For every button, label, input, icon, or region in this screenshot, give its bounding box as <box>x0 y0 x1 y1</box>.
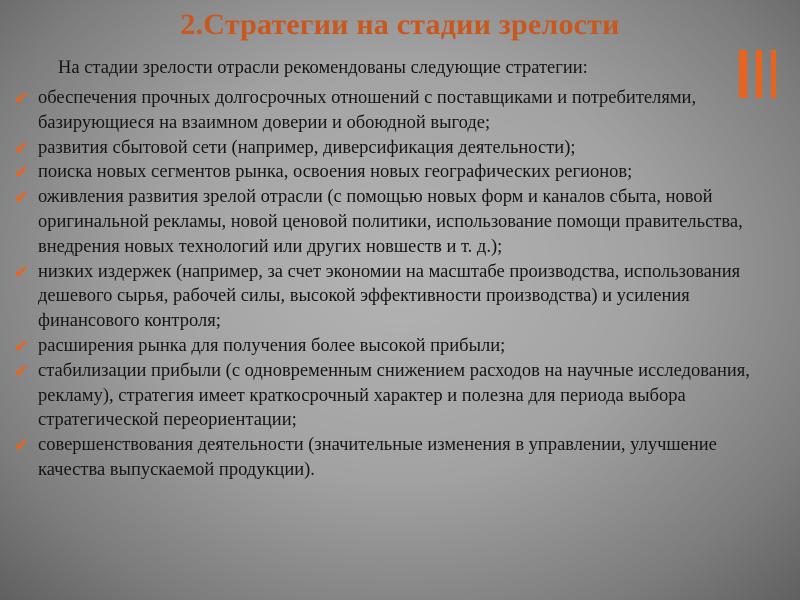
list-item <box>14 359 764 433</box>
slide-title: 2.Стратегии на стадии зрелости <box>180 8 620 41</box>
check-mark-icon: ✔ <box>14 335 30 357</box>
check-mark-icon: ✔ <box>14 360 30 382</box>
list-item-text: стабилизации прибыли (с одновременным снижением расходов на научные исследования, рекламу), стратегия имеет краткосрочный характер и полезна для периода выбора стратегической переориентации; <box>38 360 750 431</box>
list-item-text: поиска новых сегментов рынка, освоения новых географических регионов; <box>38 162 633 183</box>
list-item-text: оживления развития зрелой отрасли (с помощью новых форм и каналов сбыта, новой оригинальной рекламы, новой ценовой политики, использование помощи правительства, внедрения новых технологий или других новшеств и т. д.); <box>38 187 743 257</box>
check-mark-icon: ✔ <box>14 187 30 209</box>
list-item <box>14 86 764 136</box>
list-item-text: расширения рынка для получения более высокой прибыли; <box>38 335 506 356</box>
check-mark-icon: ✔ <box>14 261 30 283</box>
list-item <box>14 260 764 334</box>
list-item <box>14 185 764 259</box>
check-mark-icon: ✔ <box>14 88 30 109</box>
list-item-text: обеспечения прочных долгосрочных отношений с поставщиками и потребителями, базирующиеся на взаимном доверии и обоюдной выгоде; <box>38 88 697 133</box>
check-mark-icon: ✔ <box>14 162 30 184</box>
list-item <box>14 160 764 185</box>
list-item <box>14 433 764 483</box>
strategy-list <box>14 86 764 483</box>
intro-text: На стадии зрелости отрасли рекомендованы следующие стратегии: <box>58 58 588 78</box>
list-item <box>14 136 764 161</box>
list-item-text: развития сбытовой сети (например, диверсификация деятельности); <box>38 137 576 158</box>
list-item-text: совершенствования деятельности (значительные изменения в управлении, улучшение качества выпускаемой продукции). <box>38 435 717 480</box>
check-mark-icon: ✔ <box>14 137 30 159</box>
check-mark-icon: ✔ <box>14 435 30 457</box>
list-item <box>14 334 764 359</box>
decorative-bar <box>771 50 776 98</box>
list-item-text: низких издержек (например, за счет экономии на масштабе производства, использования дешевого сырья, рабочей силы, высокой эффективности производства) и усиления финансового контроля; <box>38 261 741 332</box>
